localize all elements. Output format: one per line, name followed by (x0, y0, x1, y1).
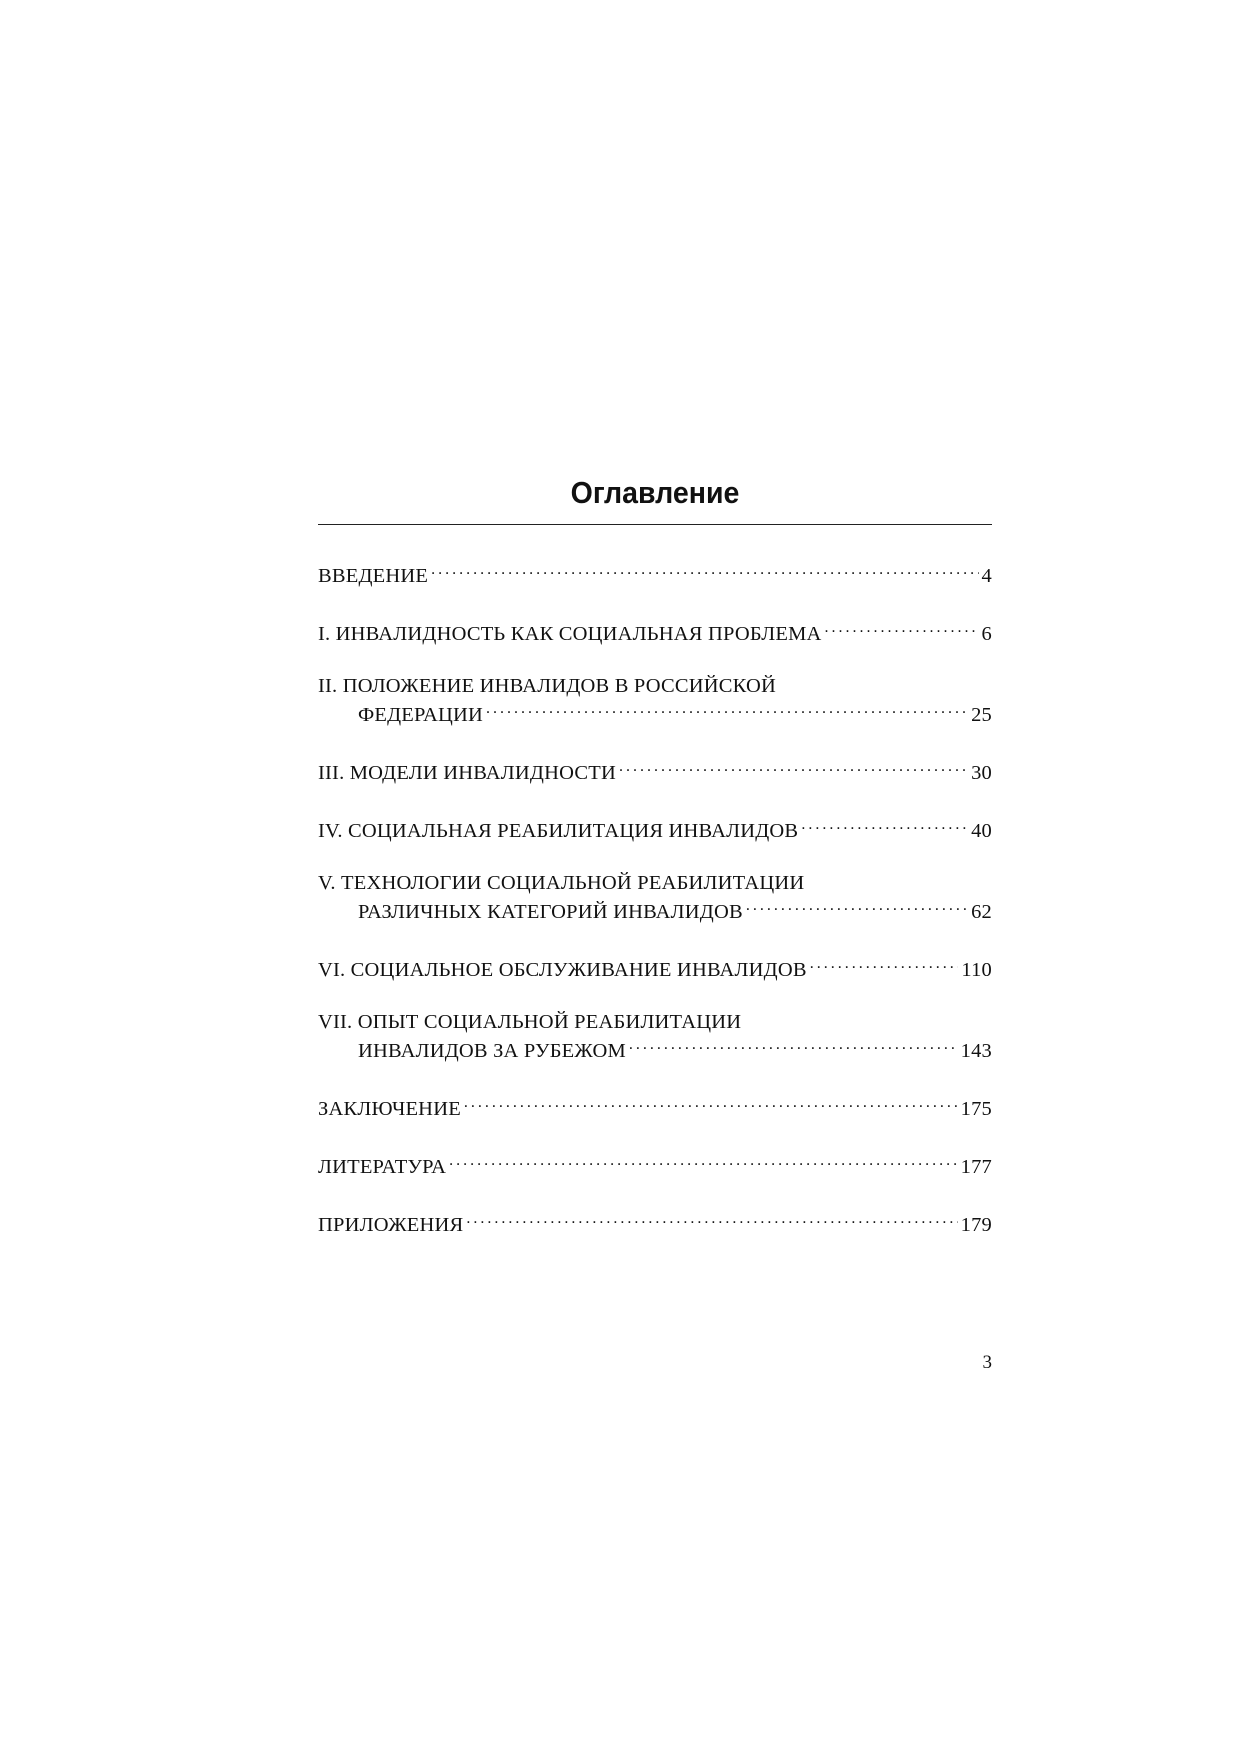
page-number: 3 (982, 1352, 992, 1373)
toc-entry[interactable] (318, 756, 992, 785)
dot-leader (746, 895, 968, 918)
toc-entry-title-continued: ФЕДЕРАЦИИ (358, 704, 484, 726)
toc-entry[interactable] (318, 675, 992, 727)
title-divider (318, 524, 992, 525)
toc-entry-page: 6 (981, 623, 992, 645)
toc-entry-page: 25 (971, 704, 992, 726)
toc-entry-page: 175 (960, 1098, 992, 1120)
toc-entry-page: 4 (981, 565, 992, 587)
toc-list (318, 559, 992, 1237)
dot-leader (801, 814, 968, 837)
toc-entry-title-continued: РАЗЛИЧНЫХ КАТЕГОРИЙ ИНВАЛИДОВ (358, 901, 743, 923)
toc-entry-title: VI. СОЦИАЛЬНОЕ ОБСЛУЖИВАНИЕ ИНВАЛИДОВ (318, 959, 807, 981)
toc-entry-title: II. ПОЛОЖЕНИЕ ИНВАЛИДОВ В РОССИЙСКОЙ (318, 675, 777, 697)
toc-entry[interactable] (318, 1092, 992, 1121)
toc-entry[interactable] (318, 872, 992, 924)
dot-leader (464, 1092, 958, 1115)
toc-entry-title-continued: ИНВАЛИДОВ ЗА РУБЕЖОМ (358, 1040, 626, 1062)
toc-entry-title: III. МОДЕЛИ ИНВАЛИДНОСТИ (318, 762, 616, 784)
toc-entry-page: 110 (961, 959, 992, 981)
toc-entry-page: 62 (971, 901, 992, 923)
toc-entry-page: 143 (960, 1040, 992, 1062)
toc-entry[interactable] (318, 1011, 992, 1063)
toc-entry[interactable] (318, 1208, 992, 1237)
toc-entry-page: 179 (960, 1214, 992, 1236)
toc-entry-title: ВВЕДЕНИЕ (318, 565, 429, 587)
toc-entry-page: 40 (971, 820, 992, 842)
dot-leader (619, 756, 968, 779)
toc-entry[interactable] (318, 953, 992, 982)
dot-leader (449, 1150, 957, 1173)
dot-leader (431, 559, 978, 582)
table-of-contents (318, 470, 992, 1266)
toc-entry-title: IV. СОЦИАЛЬНАЯ РЕАБИЛИТАЦИЯ ИНВАЛИДОВ (318, 820, 799, 842)
toc-entry[interactable] (318, 617, 992, 646)
toc-entry[interactable] (318, 559, 992, 588)
dot-leader (466, 1208, 957, 1231)
dot-leader (486, 698, 968, 721)
toc-entry-page: 177 (960, 1156, 992, 1178)
toc-entry-title: V. ТЕХНОЛОГИИ СОЦИАЛЬНОЙ РЕАБИЛИТАЦИИ (318, 872, 805, 894)
toc-entry-title: ПРИЛОЖЕНИЯ (318, 1214, 464, 1236)
toc-entry-title: ЛИТЕРАТУРА (318, 1156, 447, 1178)
toc-entry[interactable] (318, 814, 992, 843)
toc-entry-title: VII. ОПЫТ СОЦИАЛЬНОЙ РЕАБИЛИТАЦИИ (318, 1011, 742, 1033)
dot-leader (825, 617, 979, 640)
toc-entry-title: I. ИНВАЛИДНОСТЬ КАК СОЦИАЛЬНАЯ ПРОБЛЕМА (318, 623, 822, 645)
dot-leader (810, 953, 959, 976)
dot-leader (629, 1034, 958, 1057)
toc-entry-title: ЗАКЛЮЧЕНИЕ (318, 1098, 461, 1120)
page-title: Оглавление (570, 475, 740, 510)
toc-entry-page: 30 (971, 762, 992, 784)
toc-entry[interactable] (318, 1150, 992, 1179)
